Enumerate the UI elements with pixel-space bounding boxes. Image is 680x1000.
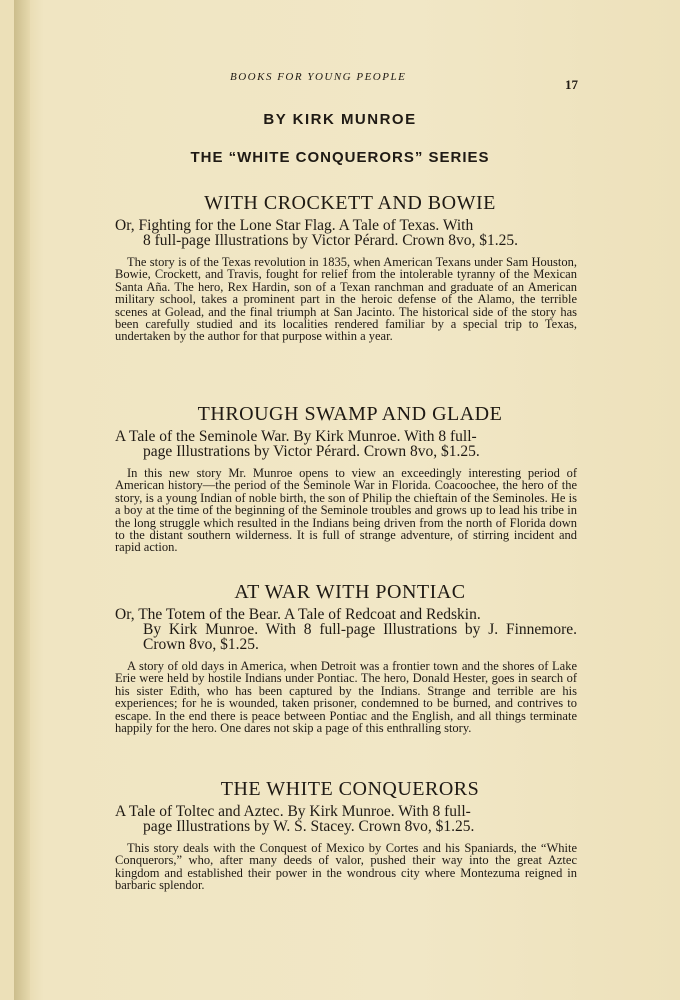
book-subtitle-rest: page Illustrations by W. S. Stacey. Crown 8vo, $1.25.: [143, 818, 475, 835]
book-title: THROUGH SWAMP AND GLADE: [197, 403, 503, 425]
book-entry-white-conquerors: [115, 778, 577, 892]
book-subtitle: [115, 429, 577, 459]
book-subtitle-rest: By Kirk Munroe. With 8 full-page Illustrations by J. Finnemore. Crown 8vo, $1.25.: [143, 621, 577, 653]
book-subtitle-first-line: Or, Fighting for the Lone Star Flag. A Tale of Texas. With: [115, 217, 474, 234]
book-subtitle: [115, 218, 577, 248]
page-number: 17: [565, 77, 578, 92]
book-description: In this new story Mr. Munroe opens to view an exceedingly interesting period of American history—the period of the Seminole War in Florida. Coacoochee, the hero of the story, is a young Indian of noble birth, the son of Philip the chieftain of the Seminoles. He is a boy at the time of the beginning of the Seminole troubles and grows up to lead his tribe in the long struggle which resulted in the Indians being driven from the north of Florida down to the distant southern wilderness. It is full of strange adventure, of stirring incident and rapid action.: [115, 466, 577, 555]
book-subtitle-first-line: A Tale of the Seminole War. By Kirk Munroe. With 8 full-: [115, 428, 477, 445]
series-heading: THE “WHITE CONQUERORS” SERIES: [190, 149, 490, 166]
book-subtitle-rest: 8 full-page Illustrations by Victor Pérard. Crown 8vo, $1.25.: [143, 232, 519, 249]
book-description: A story of old days in America, when Detroit was a frontier town and the shores of Lake Erie were held by hostile Indians under Pontiac. The hero, Donald Hester, goes in search of his sister Edith, who has been captured by the Indians. Strange and terrible are his experiences; for he is wounded, taken prisoner, condemned to be burned, and contrives to escape. In the end there is peace between Pontiac and the English, and all things terminate happily for the hero. One dares not skip a page of this enthralling story.: [115, 659, 577, 736]
book-subtitle: [115, 804, 577, 834]
book-title: WITH CROCKETT AND BOWIE: [204, 192, 496, 214]
book-subtitle-rest: page Illustrations by Victor Pérard. Crown 8vo, $1.25.: [143, 443, 480, 460]
book-subtitle: [115, 607, 577, 652]
book-title: AT WAR WITH PONTIAC: [234, 581, 466, 603]
book-entry-pontiac: [115, 581, 577, 734]
book-title: THE WHITE CONQUERORS: [220, 778, 480, 800]
book-subtitle-first-line: Or, The Totem of the Bear. A Tale of Redcoat and Redskin.: [115, 606, 481, 623]
book-description: The story is of the Texas revolution in 1835, when American Texans under Sam Houston, Bowie, Crockett, and Travis, fought for relief from the intolerable tyranny of the Mexican Santa Aña. The hero, Rex Hardin, son of a Texan ranchman and graduate of an American military school, takes a prominent part in the heroic defense of the Alamo, the terrible scenes at Golead, and the final triumph at San Jacinto. The historical side of the story has been carefully studied and its localities rendered familiar by a special trip to Texas, undertaken by the author for that purpose within a year.: [115, 255, 577, 344]
book-entry-crockett-bowie: [115, 192, 577, 343]
author-heading: BY KIRK MUNROE: [263, 111, 417, 128]
book-entry-swamp-glade: [115, 403, 577, 554]
running-head: BOOKS FOR YOUNG PEOPLE: [230, 71, 407, 83]
book-subtitle-first-line: A Tale of Toltec and Aztec. By Kirk Munroe. With 8 full-: [115, 803, 471, 820]
book-description: This story deals with the Conquest of Mexico by Cortes and his Spaniards, the “White Conquerors,” who, after many deeds of valor, pushed their way into the great Aztec kingdom and established their power in the wondrous city where Montezuma reigned in barbaric splendor.: [115, 841, 577, 893]
